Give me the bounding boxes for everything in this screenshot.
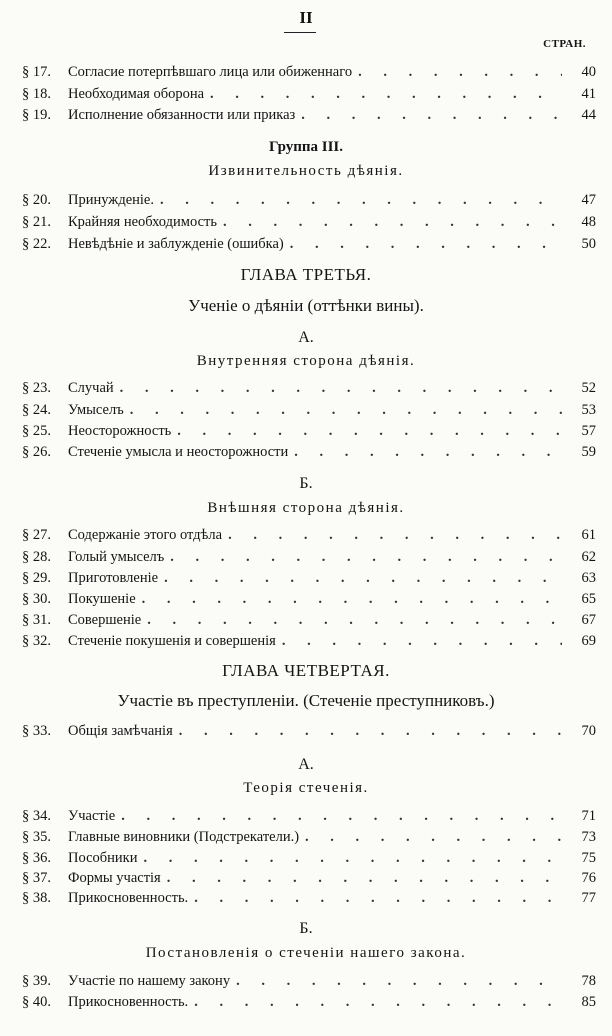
toc-entry-22 [22,236,596,256]
section-title: Исполнение обязанности или приказ [68,107,296,123]
page-ref: 52 [581,380,596,396]
group-subheading: Извинительность дѣянія. [208,163,404,179]
toc-entry-40 [22,994,596,1014]
leader-dots [210,86,562,103]
leader-dots [130,402,562,419]
section-number: § 26. [22,444,51,460]
part-letter: Б. [299,920,313,937]
toc-entry-23 [22,380,596,400]
toc-entry-25 [22,423,596,443]
section-title: Умыселъ [68,402,124,418]
toc-entry-29 [22,570,596,590]
toc-entry-21 [22,214,596,234]
leader-dots [194,890,562,907]
toc-entry-38 [22,890,596,910]
page-ref: 57 [581,423,596,439]
section-title: Прикосновенность. [68,994,189,1010]
toc-entry-20 [22,192,596,212]
leader-dots [121,808,562,825]
page-ref: 48 [581,214,596,230]
part-letter: А. [298,329,314,346]
toc-entry-26 [22,444,596,464]
page-ref: 59 [581,444,596,460]
page-ref: 73 [581,829,596,845]
section-number: § 39. [22,973,51,989]
chapter-heading: ГЛАВА ЧЕТВЕРТАЯ. [222,661,390,680]
section-number: § 20. [22,192,51,208]
leader-dots [301,107,562,124]
leader-dots [170,549,562,566]
section-title: Главные виновники (Подстрекатели.) [68,829,300,845]
page-ref: 62 [581,549,596,565]
page-ref: 63 [581,570,596,586]
section-title: Пособники [68,850,138,866]
section-title: Необходимая оборона [68,86,205,102]
toc-entry-27 [22,527,596,547]
section-number: § 25. [22,423,51,439]
page-ref: 40 [581,64,596,80]
section-number: § 17. [22,64,51,80]
toc-entry-36 [22,850,596,870]
page-ref: 41 [581,86,596,102]
leader-dots [223,214,562,231]
page-ref: 61 [581,527,596,543]
leader-dots [142,591,562,608]
leader-dots [143,850,562,867]
part-subheading: Внутренняя сторона дѣянія. [196,353,416,369]
leader-dots [294,444,562,461]
section-title: Голый умыселъ [68,549,165,565]
section-number: § 21. [22,214,51,230]
page-ref: 53 [581,402,596,418]
leader-dots [147,612,562,629]
page-ref: 47 [581,192,596,208]
part-letter: А. [298,756,314,773]
toc-entry-33 [22,723,596,743]
toc-entry-37 [22,870,596,890]
section-title: Совершеніе [68,612,142,628]
section-title: Невѣдѣніе и заблужденіе (ошибка) [68,236,284,252]
page-ref: 65 [581,591,596,607]
leader-dots [305,829,562,846]
section-number: § 22. [22,236,51,252]
leader-dots [194,994,562,1011]
section-title: Покушеніе [68,591,136,607]
section-title: Участіе [68,808,116,824]
leader-dots [177,423,562,440]
section-title: Согласие потерпѣвшаго лица или обиженнаго [68,64,353,80]
section-title: Неосторожность [68,423,172,439]
toc-entry-34 [22,808,596,828]
chapter-title: Участіе въ преступленіи. (Стеченіе преступниковъ.) [117,691,495,710]
section-number: § 23. [22,380,51,396]
toc-entry-39 [22,973,596,993]
leader-dots [160,192,562,209]
toc-entry-35 [22,829,596,849]
section-number: § 31. [22,612,51,628]
section-number: § 40. [22,994,51,1010]
leader-dots [120,380,562,397]
section-number: § 19. [22,107,51,123]
section-title: Приготовленіе [68,570,159,586]
section-number: § 27. [22,527,51,543]
section-title: Стеченіе покушенія и совершенія [68,633,276,649]
part-subheading: Внѣшняя сторона дѣянія. [207,500,405,516]
leader-dots [290,236,562,253]
section-title: Содержаніе этого отдѣла [68,527,223,543]
toc-entry-17 [22,64,596,84]
page-ref: 78 [581,973,596,989]
leader-dots [282,633,562,650]
toc-entry-19 [22,107,596,127]
page-ref: 77 [581,890,596,906]
page-ref: 67 [581,612,596,628]
page-ref: 76 [581,870,596,886]
column-header-page: СТРАН. [543,38,586,50]
page-ref: 70 [581,723,596,739]
section-number: § 37. [22,870,51,886]
section-title: Общія замѣчанія [68,723,173,739]
page-number: II [299,8,313,27]
page-ref: 85 [581,994,596,1010]
section-number: § 38. [22,890,51,906]
group-heading: Группа III. [268,139,344,155]
section-number: § 35. [22,829,51,845]
toc-entry-30 [22,591,596,611]
section-title: Случай [68,380,114,396]
page-ref: 44 [581,107,596,123]
section-title: Стеченіе умысла и неосторожности [68,444,289,460]
leader-dots [228,527,562,544]
page-ref: 75 [581,850,596,866]
toc-entry-28 [22,549,596,569]
section-number: § 18. [22,86,51,102]
section-number: § 30. [22,591,51,607]
leader-dots [179,723,562,740]
section-title: Прикосновенность. [68,890,189,906]
toc-entry-18 [22,86,596,106]
part-subheading: Постановленія о стеченіи нашего закона. [145,945,467,961]
section-title: Крайняя необходимость [68,214,217,230]
page-ref: 69 [581,633,596,649]
part-letter: Б. [299,475,313,492]
section-number: § 36. [22,850,51,866]
section-number: § 24. [22,402,51,418]
page-number-rule [284,32,316,33]
section-number: § 28. [22,549,51,565]
section-number: § 33. [22,723,51,739]
toc-entry-24 [22,402,596,422]
section-number: § 32. [22,633,51,649]
page-ref: 71 [581,808,596,824]
leader-dots [358,64,562,81]
section-title: Формы участія [68,870,161,886]
section-title: Принужденіе. [68,192,154,208]
leader-dots [167,870,562,887]
part-subheading: Теорія стеченія. [243,780,369,796]
chapter-title: Ученіе о дѣяніи (оттѣнки вины). [188,296,424,315]
leader-dots [164,570,562,587]
leader-dots [236,973,562,990]
chapter-heading: ГЛАВА ТРЕТЬЯ. [240,265,372,284]
section-number: § 34. [22,808,51,824]
section-number: § 29. [22,570,51,586]
section-title: Участіе по нашему закону [68,973,231,989]
page-ref: 50 [581,236,596,252]
toc-entry-32 [22,633,596,653]
toc-entry-31 [22,612,596,632]
